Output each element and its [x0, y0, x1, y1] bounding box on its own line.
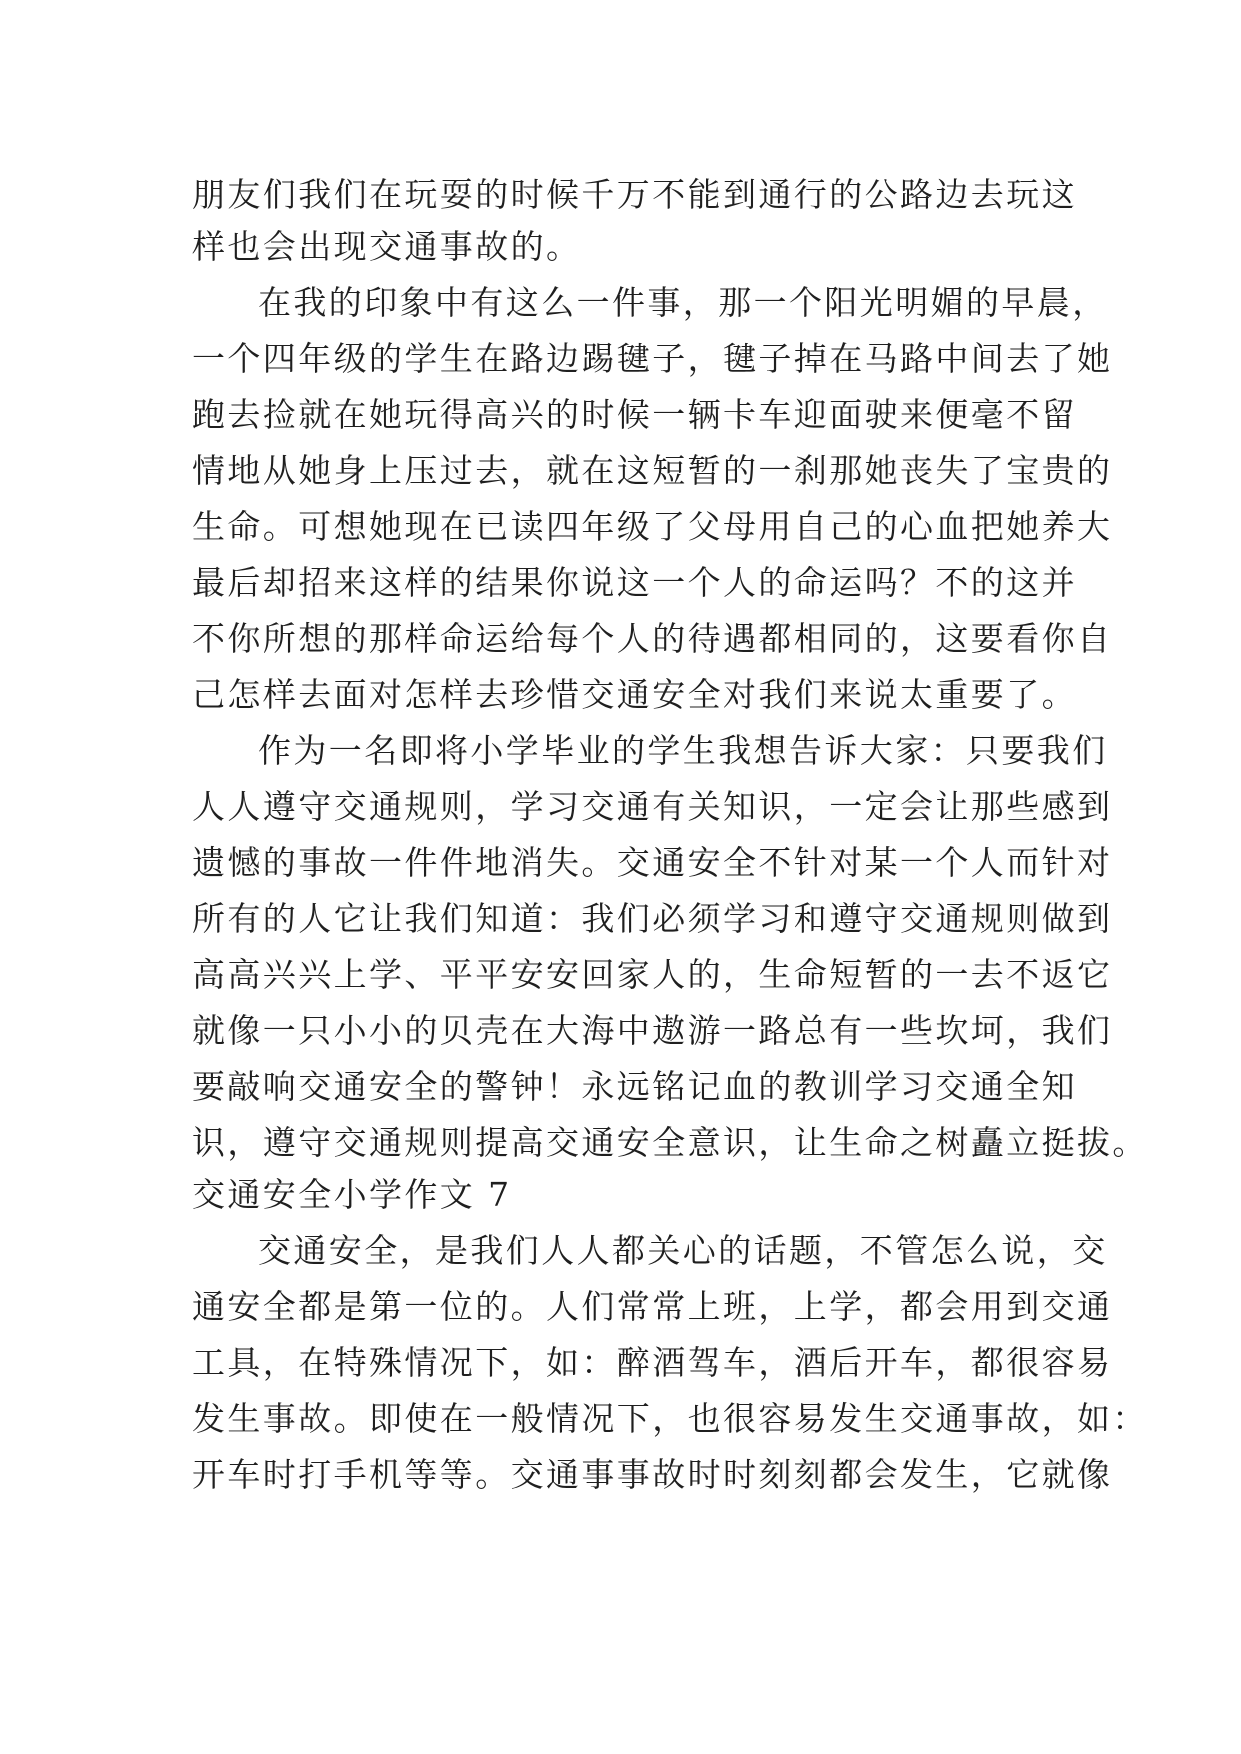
- text-line: 高高兴兴上学、平平安安回家人的，生命短暂的一去不返它: [192, 955, 1113, 994]
- text-line: 人人遵守交通规则，学习交通有关知识，一定会让那些感到: [192, 787, 1113, 826]
- text-line: 要敲响交通安全的警钟！永远铭记血的教训学习交通全知: [192, 1067, 1077, 1106]
- text-line: 己怎样去面对怎样去珍惜交通安全对我们来说太重要了。: [192, 675, 1077, 714]
- text-line: 情地从她身上压过去，就在这短暂的一刹那她丧失了宝贵的: [192, 451, 1113, 490]
- text-line: 就像一只小小的贝壳在大海中遨游一路总有一些坎坷，我们: [192, 1011, 1113, 1050]
- text-line: 朋友们我们在玩耍的时候千万不能到通行的公路边去玩这: [192, 175, 1077, 214]
- text-line: 生命。可想她现在已读四年级了父母用自己的心血把她养大: [192, 507, 1113, 546]
- text-line: 不你所想的那样命运给每个人的待遇都相同的，这要看你自: [192, 619, 1113, 658]
- text-line: 通安全都是第一位的。人们常常上班，上学，都会用到交通: [192, 1287, 1113, 1326]
- paragraph-first-line: 交通安全，是我们人人都关心的话题，不管怎么说，交: [258, 1231, 1108, 1270]
- text-line: 开车时打手机等等。交通事事故时时刻刻都会发生，它就像: [192, 1455, 1113, 1494]
- text-line: 最后却招来这样的结果你说这一个人的命运吗？不的这并: [192, 563, 1077, 602]
- text-line: 遗憾的事故一件件地消失。交通安全不针对某一个人而针对: [192, 843, 1113, 882]
- paragraph-first-line: 在我的印象中有这么一件事，那一个阳光明媚的早晨，: [258, 283, 1108, 322]
- text-line: 样也会出现交通事故的。: [192, 227, 582, 266]
- text-line: 所有的人它让我们知道：我们必须学习和遵守交通规则做到: [192, 899, 1113, 938]
- text-line: 一个四年级的学生在路边踢毽子，毽子掉在马路中间去了她: [192, 339, 1113, 378]
- section-heading: 交通安全小学作文 7: [192, 1175, 512, 1214]
- text-line: 跑去捡就在她玩得高兴的时候一辆卡车迎面驶来便毫不留: [192, 395, 1077, 434]
- text-line: 发生事故。即使在一般情况下，也很容易发生交通事故，如：: [192, 1399, 1148, 1438]
- text-line: 工具，在特殊情况下，如：醉酒驾车，酒后开车，都很容易: [192, 1343, 1113, 1382]
- paragraph-first-line: 作为一名即将小学毕业的学生我想告诉大家：只要我们: [258, 731, 1108, 770]
- text-line: 识，遵守交通规则提高交通安全意识，让生命之树矗立挺拔。: [192, 1123, 1148, 1162]
